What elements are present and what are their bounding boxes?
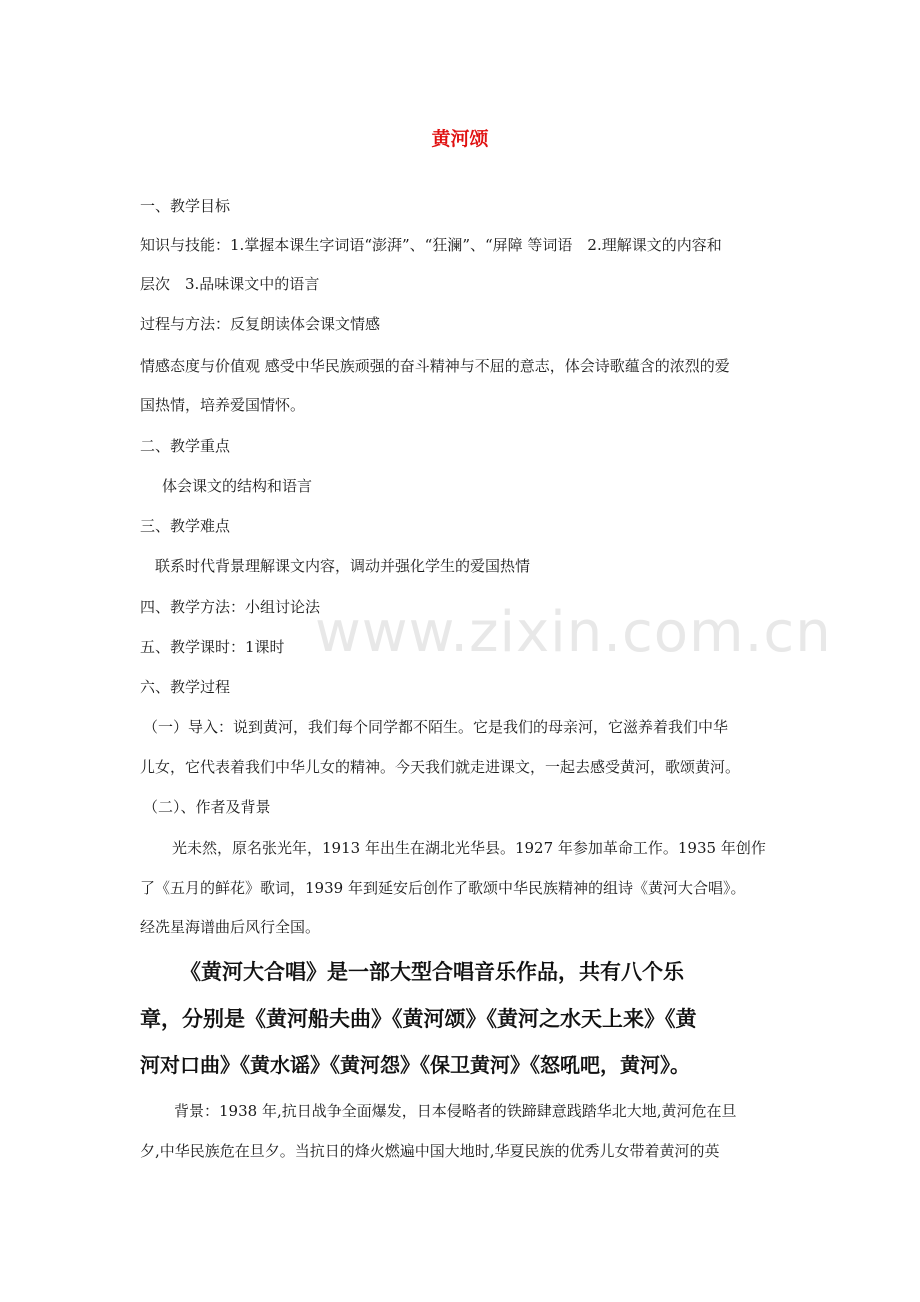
goals-heading: 一、教学目标 xyxy=(140,197,231,215)
callout-line-1: 《黄河大合唱》是一部大型合唱音乐作品，共有八个乐 xyxy=(180,959,684,984)
method-line: 四、教学方法：小组讨论法 xyxy=(140,598,321,616)
background-line-2: 夕,中华民族危在旦夕。当抗日的烽火燃遍中国大地时,华夏民族的优秀儿女带着黄河的英 xyxy=(140,1142,720,1160)
intro-line-1: （一）导入：说到黄河，我们每个同学都不陌生。它是我们的母亲河，它滋养着我们中华 xyxy=(143,718,729,736)
key-heading: 二、教学重点 xyxy=(140,437,231,455)
key-text: 体会课文的结构和语言 xyxy=(162,477,313,495)
goal-knowledge-line-2: 层次 3.品味课文中的语言 xyxy=(140,275,320,293)
goal-process: 过程与方法：反复朗读体会课文情感 xyxy=(140,315,381,333)
intro-line-2: 儿女，它代表着我们中华儿女的精神。今天我们就走进课文，一起去感受黄河，歌颂黄河。 xyxy=(140,758,741,776)
callout-line-2: 章，分别是《黄河船夫曲》《黄河颂》《黄河之水天上来》《黄 xyxy=(140,1006,697,1031)
page-title: 黄河颂 xyxy=(431,128,489,150)
author-line-1: 光未然，原名张光年，1913 年出生在湖北光华县。1927 年参加革命工作。1935 年创作 xyxy=(172,839,766,857)
goal-emotion-line-1: 情感态度与价值观 感受中华民族顽强的奋斗精神与不屈的意志，体会诗歌蕴含的浓烈的爱 xyxy=(140,357,730,375)
hours-line: 五、教学课时：1课时 xyxy=(140,638,285,656)
difficulty-heading: 三、教学难点 xyxy=(140,517,231,535)
author-heading: （二）、作者及背景 xyxy=(143,798,271,816)
goal-knowledge-line-1: 知识与技能：1.掌握本课生字词语“澎湃”、“狂澜”、“屏障 等词语 2.理解课文的内容和 xyxy=(140,236,722,254)
goal-emotion-line-2: 国热情，培养爱国情怀。 xyxy=(140,396,306,414)
process-heading: 六、教学过程 xyxy=(140,678,231,696)
watermark: www.zixin.com.cn xyxy=(315,600,832,665)
author-line-2: 了《五月的鲜花》歌词，1939 年到延安后创作了歌颂中华民族精神的组诗《黄河大合唱》。 xyxy=(140,879,746,897)
author-line-3: 经冼星海谱曲后风行全国。 xyxy=(140,918,321,936)
background-line-1: 背景：1938 年,抗日战争全面爆发，日本侵略者的铁蹄肆意践踏华北大地,黄河危在旦 xyxy=(174,1102,737,1120)
callout-line-3: 河对口曲》《黄水谣》《黄河怨》《保卫黄河》《怒吼吧，黄河》。 xyxy=(140,1053,690,1077)
difficulty-text: 联系时代背景理解课文内容，调动并强化学生的爱国热情 xyxy=(155,557,531,575)
